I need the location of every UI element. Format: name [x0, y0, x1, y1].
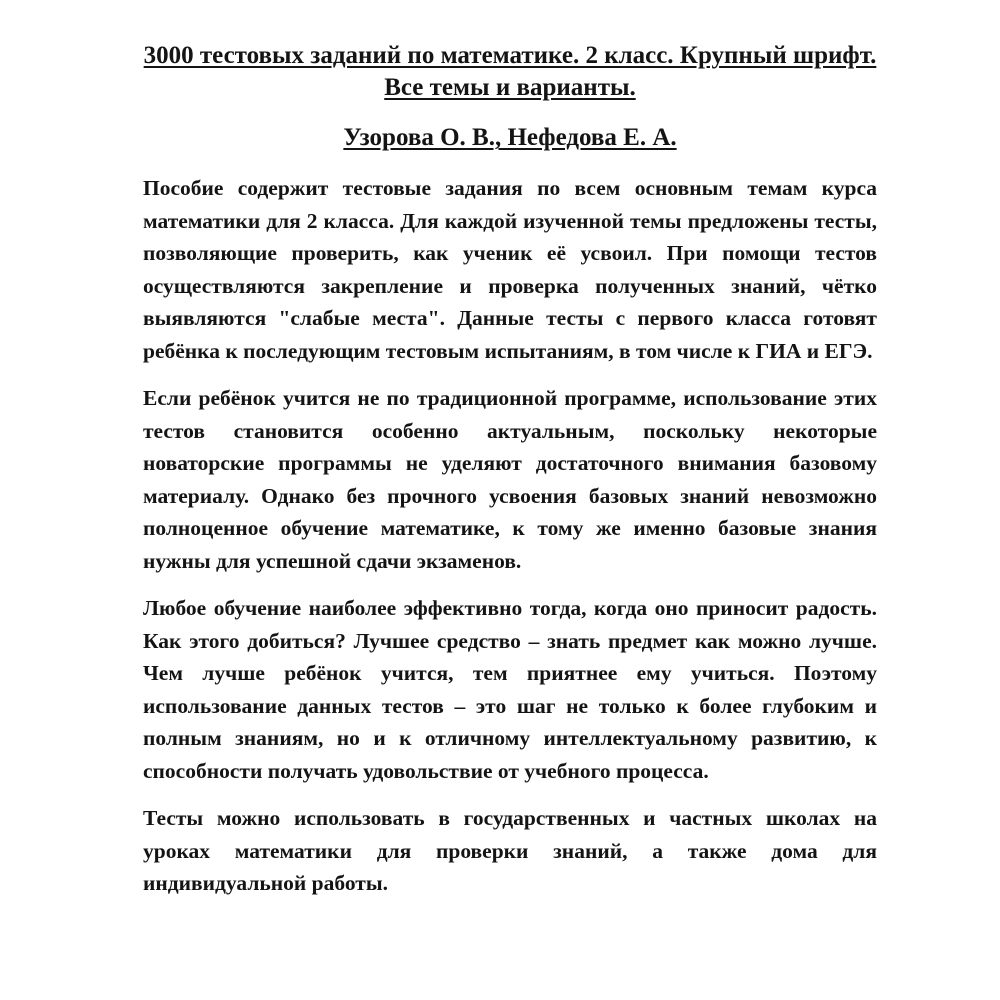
book-authors: Узорова О. В., Нефедова Е. А.: [343, 124, 677, 151]
book-title: 3000 тестовых заданий по математике. 2 класс. Крупный шрифт. Все темы и варианты.: [143, 42, 877, 101]
book-description: [143, 40, 877, 900]
description-paragraph-1: Пособие содержит тестовые задания по всем основным темам курса математики для 2 класса. Для каждой изученной темы предложены тесты, позволяющие проверить, как ученик её усвоил. При помощи тестов осуществляются закрепление и проверка полученных знаний, чётко выявляются "слабые места". Данные тесты с первого класса готовят ребёнка к последующим тестовым испытаниям, в том числе к ГИА и ЕГЭ.: [143, 176, 877, 363]
description-paragraph-3: Любое обучение наиболее эффективно тогда, когда оно приносит радость. Как этого добиться? Лучшее средство – знать предмет как можно лучше. Чем лучше ребёнок учится, тем приятнее ему учиться. Поэтому использование данных тестов – это шаг не только к более глубоким и полным знаниям, но и к отличному интеллектуальному развитию, к способности получать удовольствие от учебного процесса.: [143, 596, 877, 783]
description-paragraph-2: Если ребёнок учится не по традиционной программе, использование этих тестов становится особенно актуальным, поскольку некоторые новаторские программы не уделяют достаточного внимания базовому материалу. Однако без прочного усвоения базовых знаний невозможно полноценное обучение математике, к тому же именно базовые знания нужны для успешной сдачи экзаменов.: [143, 386, 877, 573]
description-paragraph-4: Тесты можно использовать в государственных и частных школах на уроках математики для проверки знаний, а также дома для индивидуальной работы.: [143, 806, 877, 895]
